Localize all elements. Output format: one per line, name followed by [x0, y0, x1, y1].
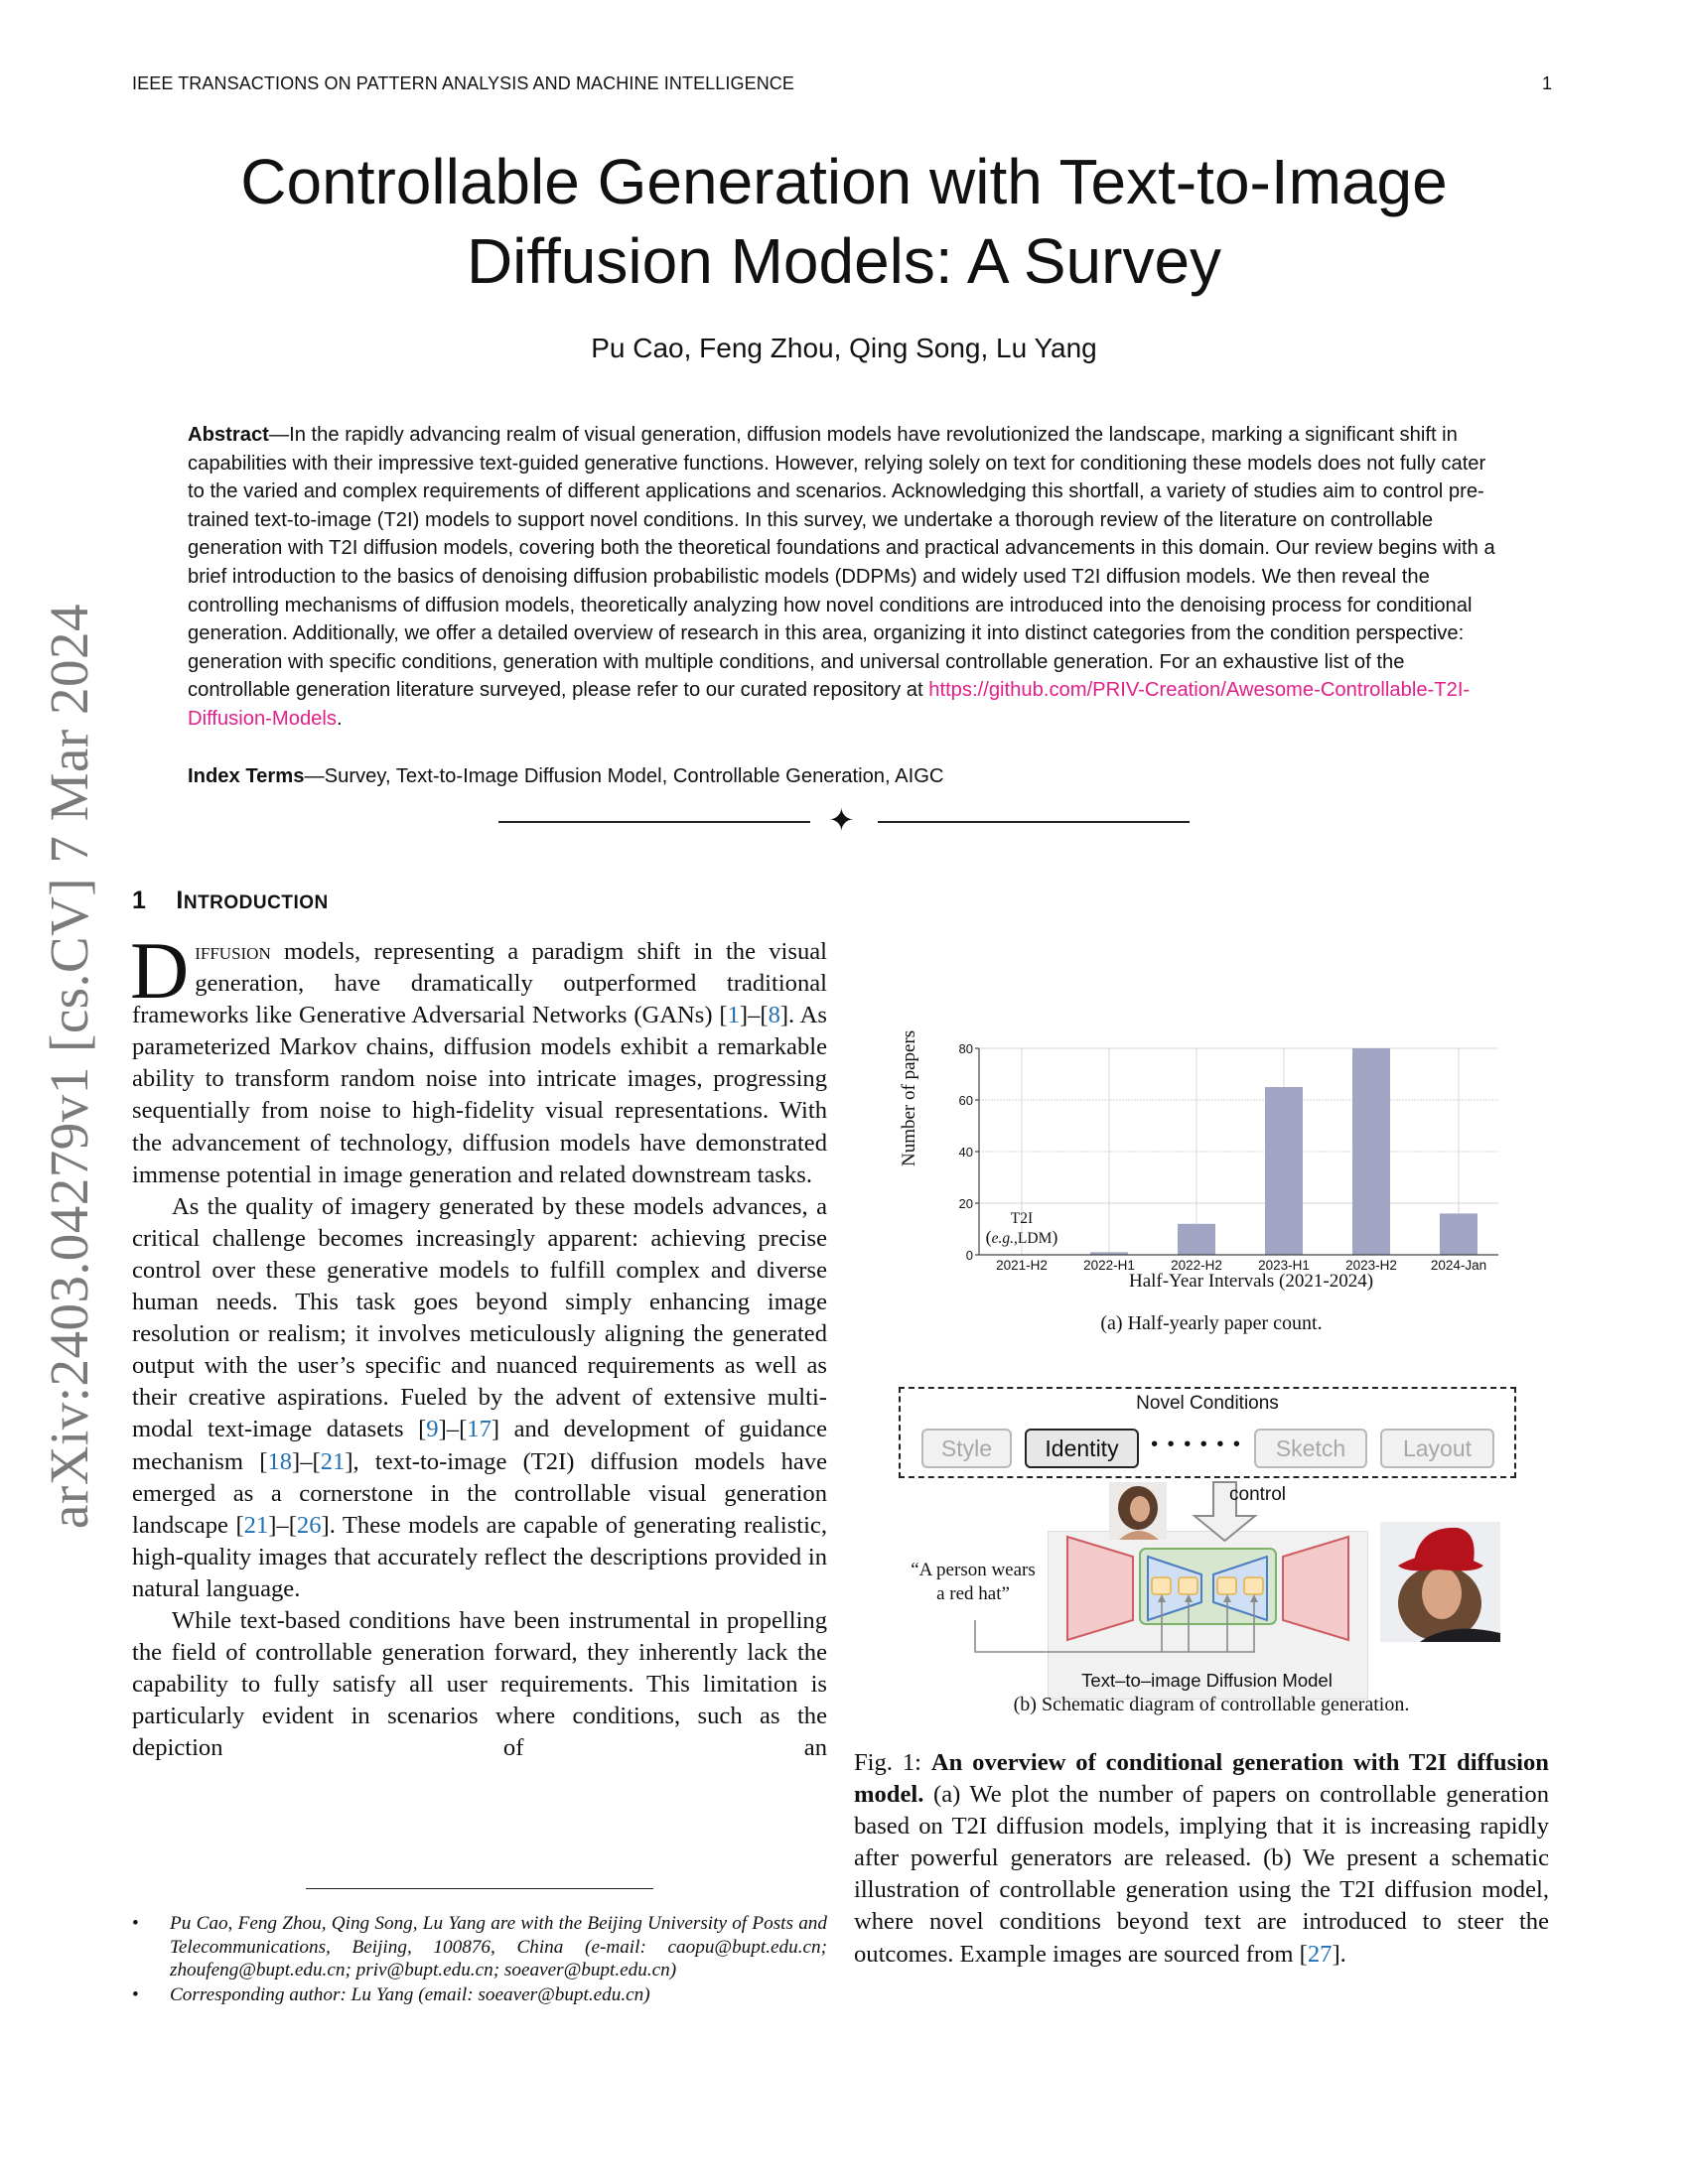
- caption-text: (a) We plot the number of papers on controllable generation based on T2I diffusion models, implying that it is increasing rapidly after powerful generators are released. (b) We present a schematic illustration of controllable generation using the T2I diffusion model, where novel conditions beyond text are introduced to steer the outcomes. Example images are sourced from [: [854, 1781, 1549, 1968]
- novel-conditions-title: Novel Conditions: [1136, 1393, 1279, 1414]
- intro-body: [130, 925, 828, 1764]
- citation-link[interactable]: 21: [320, 1447, 346, 1475]
- title-line-2: Diffusion Models: A Survey: [466, 225, 1222, 297]
- footnote-corresponding-author: [132, 1983, 827, 2007]
- prompt-line-2: a red hat”: [936, 1583, 1010, 1604]
- caption-bold: An overview of conditional generation with T2I diffusion model.: [854, 1749, 1549, 1809]
- figure-caption: [854, 1747, 1549, 1971]
- text-run: ]. These models are capable of generating realistic, high-quality images that accurately reflect the descriptions provided in natural language.: [132, 1511, 827, 1602]
- author-list: Pu Cao, Feng Zhou, Qing Song, Lu Yang: [591, 333, 1097, 363]
- x-tick: 2023-H1: [1258, 1258, 1310, 1273]
- footnote-rule: [306, 1888, 653, 1889]
- citation-link[interactable]: 1: [727, 1002, 740, 1029]
- divider-line-right: [878, 821, 1190, 823]
- x-tick: 2021-H2: [996, 1258, 1048, 1273]
- bar-2022-H2: [1178, 1224, 1215, 1255]
- drop-cap: D: [130, 925, 190, 1016]
- text-run: ], text-to-image (T2I) diffusion models have emerged as a cornerstone in the controllable visual generation landscape [: [132, 1447, 828, 1539]
- text-run: ]–[: [268, 1511, 297, 1539]
- section-number: 1: [132, 887, 147, 914]
- footnote-text: Pu Cao, Feng Zhou, Qing Song, Lu Yang are with the Beijing University of Posts and Telecommunications, Beijing, 100876, China (e-mail: caopu@bupt.edu.cn; zhoufeng@bupt.edu.cn; priv@bupt.edu.cn; soeaver@bupt.edu.cn): [170, 1913, 827, 1980]
- chart-x-axis-label: Half-Year Intervals (2021-2024): [1128, 1271, 1374, 1292]
- text-run: While text-based conditions have been instrumental in propelling the field of controllable generation forward, they inherently lack the capability to fully satisfy all user requirements. This limitation is particularly evident in scenarios where conditions, such as the depiction of an: [132, 1606, 827, 1762]
- x-tick: 2022-H1: [1083, 1258, 1135, 1273]
- attention-block: [1244, 1577, 1263, 1594]
- text-run: ] and development of guidance mechanism [: [132, 1416, 828, 1475]
- arxiv-stamp[interactable]: arXiv:2403.04279v1 [cs.CV] 7 Mar 2024: [39, 604, 99, 1529]
- bullet-icon: •: [132, 1983, 139, 2005]
- annotation-rest: ,LDM: [1014, 1230, 1053, 1247]
- page-number: 1: [1542, 73, 1553, 93]
- condition-identity[interactable]: Identity: [1025, 1429, 1139, 1468]
- citation-link[interactable]: 17: [467, 1416, 492, 1443]
- intro-paragraph-3: [132, 1605, 827, 1764]
- subcaption-a: (a) Half-yearly paper count.: [1100, 1312, 1323, 1334]
- section-title-rest: NTRODUCTION: [183, 892, 329, 913]
- running-head: IEEE TRANSACTIONS ON PATTERN ANALYSIS AND MACHINE INTELLIGENCE: [132, 73, 795, 93]
- attention-block: [1179, 1577, 1197, 1594]
- section-title-initial: I: [176, 887, 184, 914]
- index-terms-label: Index Terms: [188, 765, 305, 787]
- x-tick: 2023-H2: [1345, 1258, 1397, 1273]
- chart-y-axis-label: Number of papers: [899, 1029, 919, 1166]
- footnote-text: Corresponding author: Lu Yang (email: soeaver@bupt.edu.cn): [170, 1983, 650, 2005]
- index-terms-text: Survey, Text-to-Image Diffusion Model, Controllable Generation, AIGC: [324, 765, 944, 787]
- abstract: [188, 421, 1500, 734]
- text-run: As the quality of imagery generated by these models advances, a critical challenge becomes increasingly apparent: achieving precise control over these generative models to fulfill complex and diverse human needs. This task goes beyond simply enhancing image resolution or realism; it involves meticulously aligning the generated output with the user’s specific and nuanced requirements as well as their creative aspirations. Fueled by the advent of extensive multi-modal text-image datasets [: [132, 1192, 827, 1443]
- generated-output-image: [1380, 1522, 1500, 1642]
- ellipsis-dots-icon: • • • • • •: [1151, 1433, 1242, 1455]
- footnotes: [132, 1912, 827, 2007]
- citation-link[interactable]: 18: [267, 1447, 293, 1475]
- bar-2024-Jan: [1440, 1213, 1477, 1255]
- bar-2023-H2: [1352, 1048, 1390, 1255]
- y-tick-0: 0: [965, 1248, 973, 1263]
- abstract-end: .: [336, 707, 343, 730]
- y-tick-20: 20: [958, 1196, 973, 1211]
- condition-sketch[interactable]: Sketch: [1254, 1429, 1367, 1468]
- index-terms-dash: —: [304, 765, 325, 787]
- decoder-trapezoid: [1283, 1537, 1348, 1640]
- abstract-dash: —: [268, 424, 290, 446]
- intro-paragraph-1: [130, 925, 827, 1191]
- text-run: ]. As parameterized Markov chains, diffusion models exhibit a remarkable ability to transform random noise into intricate images, progressing sequentially from noise to high-fidelity visual representations. With the advancement of technology, diffusion models have demonstrated immense potential in image generation and related downstream tasks.: [132, 1002, 827, 1188]
- text-run: ]–[: [292, 1447, 321, 1475]
- condition-style[interactable]: Style: [921, 1429, 1012, 1468]
- footnote-affiliation: [132, 1912, 827, 1982]
- y-tick-60: 60: [958, 1093, 973, 1108]
- text-run: models, representing a paradigm shift in the visual generation, have dramatically outperformed traditional frameworks like Generative Adversarial Networks (GANs) [: [132, 938, 827, 1029]
- annotation-line-1: T2I: [1010, 1210, 1034, 1227]
- citation-link[interactable]: 9: [426, 1416, 439, 1443]
- divider-line-left: [498, 821, 810, 823]
- x-tick: 2024-Jan: [1430, 1258, 1487, 1273]
- text-run: ]–[: [438, 1416, 468, 1443]
- model-label: Text–to–image Diffusion Model: [1081, 1670, 1333, 1691]
- control-label: control: [1229, 1484, 1287, 1505]
- index-terms: [188, 762, 1500, 790]
- bullet-icon: •: [132, 1913, 139, 1934]
- citation-link[interactable]: 21: [243, 1511, 269, 1539]
- attention-block: [1152, 1577, 1171, 1594]
- smallcaps-word: iffusion: [195, 938, 271, 965]
- y-tick-40: 40: [958, 1145, 973, 1160]
- caption-label: Fig. 1:: [854, 1749, 931, 1776]
- repository-link[interactable]: https://github.com/PRIV-Creation/Awesome-Controllable-T2I-Diffusion-Models: [188, 679, 1471, 730]
- bar-2023-H1: [1265, 1087, 1303, 1255]
- encoder-trapezoid: [1067, 1537, 1133, 1640]
- attention-block: [1217, 1577, 1236, 1594]
- paper-title: [149, 142, 1539, 301]
- abstract-text: In the rapidly advancing realm of visual generation, diffusion models have revolutionized the landscape, marking a significant shift in capabilities with their impressive text-guided generative functions. However, relying solely on text for conditioning these models does not fully cater to the varied and complex requirements of different applications and scenarios. Acknowledging this shortfall, a variety of studies aim to control pre-trained text-to-image (T2I) models to support novel conditions. In this survey, we undertake a thorough review of the literature on controllable generation with T2I diffusion models, covering both the theoretical foundations and practical advancements in this domain. Our review begins with a brief introduction to the basics of denoising diffusion probabilistic models (DDPMs) and widely used T2I diffusion models. We then reveal the controlling mechanisms of diffusion models, theoretically analyzing how novel conditions are introduced into the denoising process for conditional generation. Additionally, we offer a detailed overview of research in this area, organizing it into distinct categories from the condition perspective: generation with specific conditions, generation with multiple conditions, and universal controllable generation. For an exhaustive list of the controllable generation literature surveyed, please refer to our curated repository at: [188, 424, 1495, 702]
- citation-link[interactable]: 8: [768, 1002, 780, 1029]
- y-tick-80: 80: [958, 1041, 973, 1056]
- annotation-italic: e.g.: [991, 1230, 1015, 1247]
- section-heading: [132, 887, 329, 915]
- condition-layout[interactable]: Layout: [1380, 1429, 1494, 1468]
- intro-paragraph-2: [132, 1191, 827, 1605]
- citation-link[interactable]: 27: [1307, 1940, 1333, 1968]
- title-line-1: Controllable Generation with Text-to-Image: [240, 146, 1448, 217]
- x-tick: 2022-H2: [1171, 1258, 1222, 1273]
- citation-link[interactable]: 26: [296, 1511, 322, 1539]
- subcaption-b: (b) Schematic diagram of controllable generation.: [1013, 1694, 1410, 1715]
- chart-annotation: T2I (e.g.,LDM): [985, 1210, 1058, 1247]
- caption-end: ].: [1332, 1940, 1346, 1968]
- prompt-line-1: “A person wears: [911, 1560, 1036, 1580]
- divider-star-icon: ✦: [828, 802, 855, 838]
- identity-reference-image: [1109, 1482, 1167, 1540]
- text-prompt: [884, 1559, 1062, 1606]
- abstract-label: Abstract: [188, 424, 269, 446]
- text-run: ]–[: [739, 1002, 769, 1029]
